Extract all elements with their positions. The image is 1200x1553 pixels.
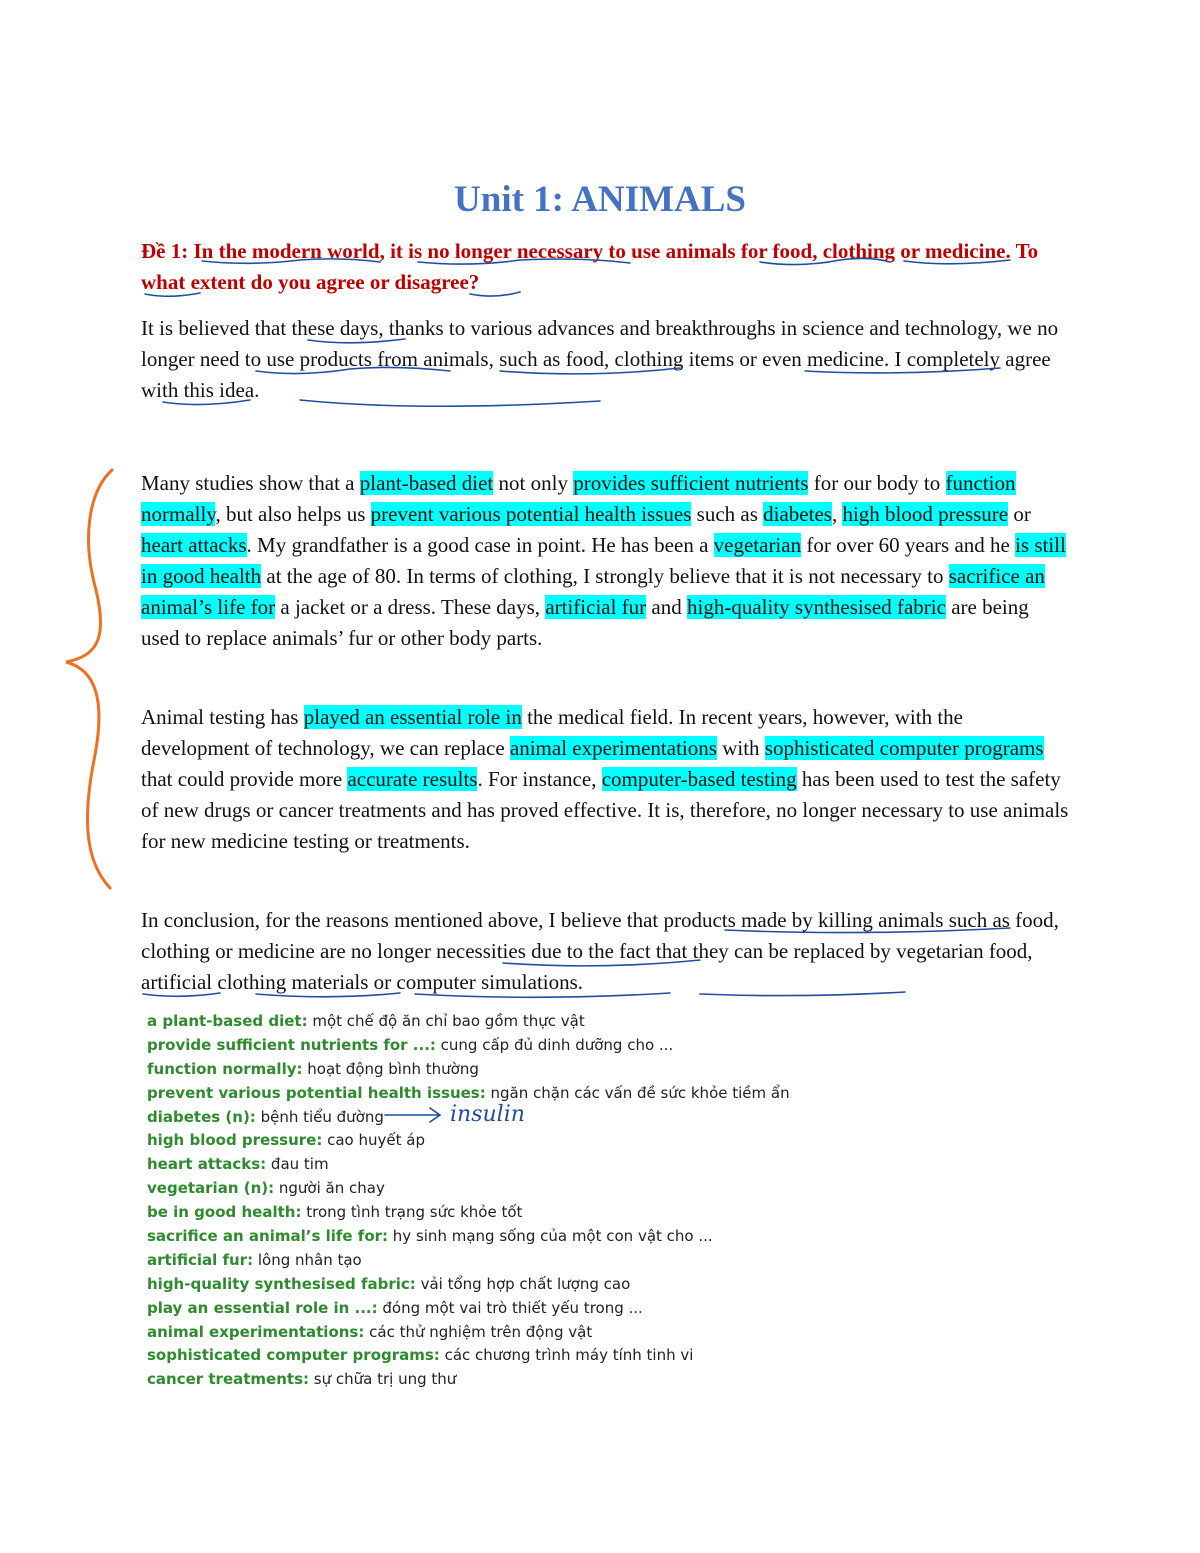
highlighted-phrase: function normally [141,471,1016,526]
highlighted-phrase: heart attacks [141,533,247,557]
handwritten-note: insulin [450,1102,525,1127]
vocab-entry [147,1273,867,1297]
body-paragraph-2 [141,702,1071,857]
vocab-entry [147,1010,867,1034]
text-run: that could provide more [141,767,348,791]
vocab-meaning: hy sinh mạng sống của một con vật cho ... [388,1227,713,1246]
vocab-term: be in good health: [147,1203,302,1222]
vocab-meaning: ngăn chặn các vấn đề sức khỏe tiềm ẩn [485,1083,790,1102]
vocab-term: high-quality synthesised fabric: [147,1274,416,1293]
highlighted-phrase: artificial fur [545,595,647,619]
vocab-term: a plant-based diet: [147,1012,308,1030]
vocab-term: animal experimentations: [147,1322,365,1341]
vocab-entry [147,1368,867,1392]
vocab-term: high blood pressure: [147,1131,323,1150]
text-run: at the age of 80. In terms of clothing, I strongly believe that it is not necessary to [261,564,949,588]
vocab-entry [147,1225,867,1249]
highlighted-phrase: is still in good health [141,533,1066,588]
highlighted-phrase: played an essential role in [303,705,522,729]
text-run: for our body to [808,471,946,495]
text-run: not only [493,471,574,495]
text-run: or [1008,502,1031,526]
vocab-entry [147,1034,867,1058]
vocab-entry [147,1153,867,1177]
vocab-meaning: trong tình trạng sức khỏe tốt [301,1203,523,1222]
highlighted-phrase: plant-based diet [359,471,494,495]
text-run: the medical field. In recent years, however, with the development of technology, we can replace [141,705,963,760]
vocab-meaning: sự chữa trị ung thư [309,1370,457,1389]
highlighted-phrase: computer-based testing [601,767,797,791]
vocab-meaning: một chế độ ăn chỉ bao gồm thực vật [307,1012,585,1030]
vocab-term: artificial fur: [147,1250,254,1269]
vocab-meaning: người ăn chay [274,1179,385,1198]
highlighted-phrase: vegetarian [713,533,802,557]
vocab-entry [147,1129,867,1153]
body-paragraph-1 [141,468,1071,654]
page-title: Unit 1: ANIMALS [454,179,746,220]
intro-paragraph: It is believed that these days, thanks to various advances and breakthroughs in science and technology, we no longer need to use products from animals, such as food, clothing items or even medicine. I completely agree with this idea. [141,316,1059,402]
vocab-term: sacrifice an animal’s life for: [147,1227,389,1246]
vocab-meaning: đóng một vai trò thiết yếu trong ... [377,1298,643,1317]
highlighted-phrase: animal experimentations [509,736,717,760]
text-run: and [646,595,687,619]
vocab-term: vegetarian (n): [147,1179,275,1198]
vocab-term: function normally: [147,1059,303,1078]
vocab-meaning: lông nhân tạo [253,1250,362,1269]
vocab-entry [147,1344,867,1368]
vocab-entry [147,1082,867,1106]
vocab-entry [147,1201,867,1225]
vocab-term: sophisticated computer programs: [147,1346,440,1365]
text-run: for over 60 years and he [801,533,1016,557]
highlighted-phrase: prevent various potential health issues [370,502,692,526]
text-run: , [831,502,843,526]
vocab-meaning: bệnh tiểu đường [255,1107,384,1126]
vocab-term: prevent various potential health issues: [147,1083,486,1102]
vocab-meaning: cung cấp đủ dinh dưỡng cho ... [435,1035,674,1054]
vocab-meaning: các thử nghiệm trên động vật [364,1322,593,1341]
highlighted-phrase: high-quality synthesised fabric [687,595,946,619]
highlighted-phrase: provides sufficient nutrients [573,471,809,495]
conclusion-paragraph: In conclusion, for the reasons mentioned above, I believe that products made by killing animals such as food, clothing or medicine are no longer necessities due to the fact that they can be replaced by vegetarian food, artificial clothing materials or computer simulations. [141,908,1059,994]
highlighted-phrase: high blood pressure [842,502,1009,526]
text-run: . My grandfather is a good case in point. He has been a [246,533,714,557]
text-run: . For instance, [477,767,602,791]
vocabulary-list [147,1010,867,1392]
highlighted-phrase: sacrifice an animal’s life for [141,564,1045,619]
vocab-entry [147,1106,867,1130]
highlighted-phrase: diabetes [763,502,832,526]
essay-prompt: Đề 1: In the modern world, it is no longer necessary to use animals for food, clothing or medicine. To what extent do you agree or disagree? [141,239,1039,294]
bracket-mark [66,470,112,888]
vocab-term: diabetes (n): [147,1107,256,1126]
text-run: a jacket or a dress. These days, [275,595,546,619]
text-run: with [716,736,765,760]
vocab-term: cancer treatments: [147,1370,309,1389]
vocab-meaning: các chương trình máy tính tinh vi [439,1346,694,1365]
vocab-entry [147,1297,867,1321]
vocab-term: play an essential role in ...: [147,1298,378,1317]
vocab-entry [147,1177,867,1201]
text-run: are being used to replace animals’ fur or other body parts. [141,595,1029,650]
highlighted-phrase: sophisticated computer programs [764,736,1044,760]
text-run: has been used to test the safety of new drugs or cancer treatments and has proved effective. It is, therefore, no longer necessary to use animals for new medicine testing or treatments. [141,767,1069,853]
vocab-term: provide sufficient nutrients for ...: [147,1035,436,1054]
vocab-term: heart attacks: [147,1155,267,1174]
text-run: Animal testing has [141,705,304,729]
vocab-meaning: hoạt động bình thường [302,1059,479,1078]
highlighted-phrase: accurate results [347,767,478,791]
vocab-meaning: cao huyết áp [322,1131,425,1150]
vocab-entry [147,1058,867,1082]
vocab-meaning: vải tổng hợp chất lượng cao [415,1274,631,1293]
text-run: such as [691,502,764,526]
vocab-meaning: đau tim [266,1155,329,1174]
vocab-entry [147,1321,867,1345]
text-run: Many studies show that a [141,471,360,495]
text-run: , but also helps us [215,502,371,526]
vocab-entry [147,1249,867,1273]
